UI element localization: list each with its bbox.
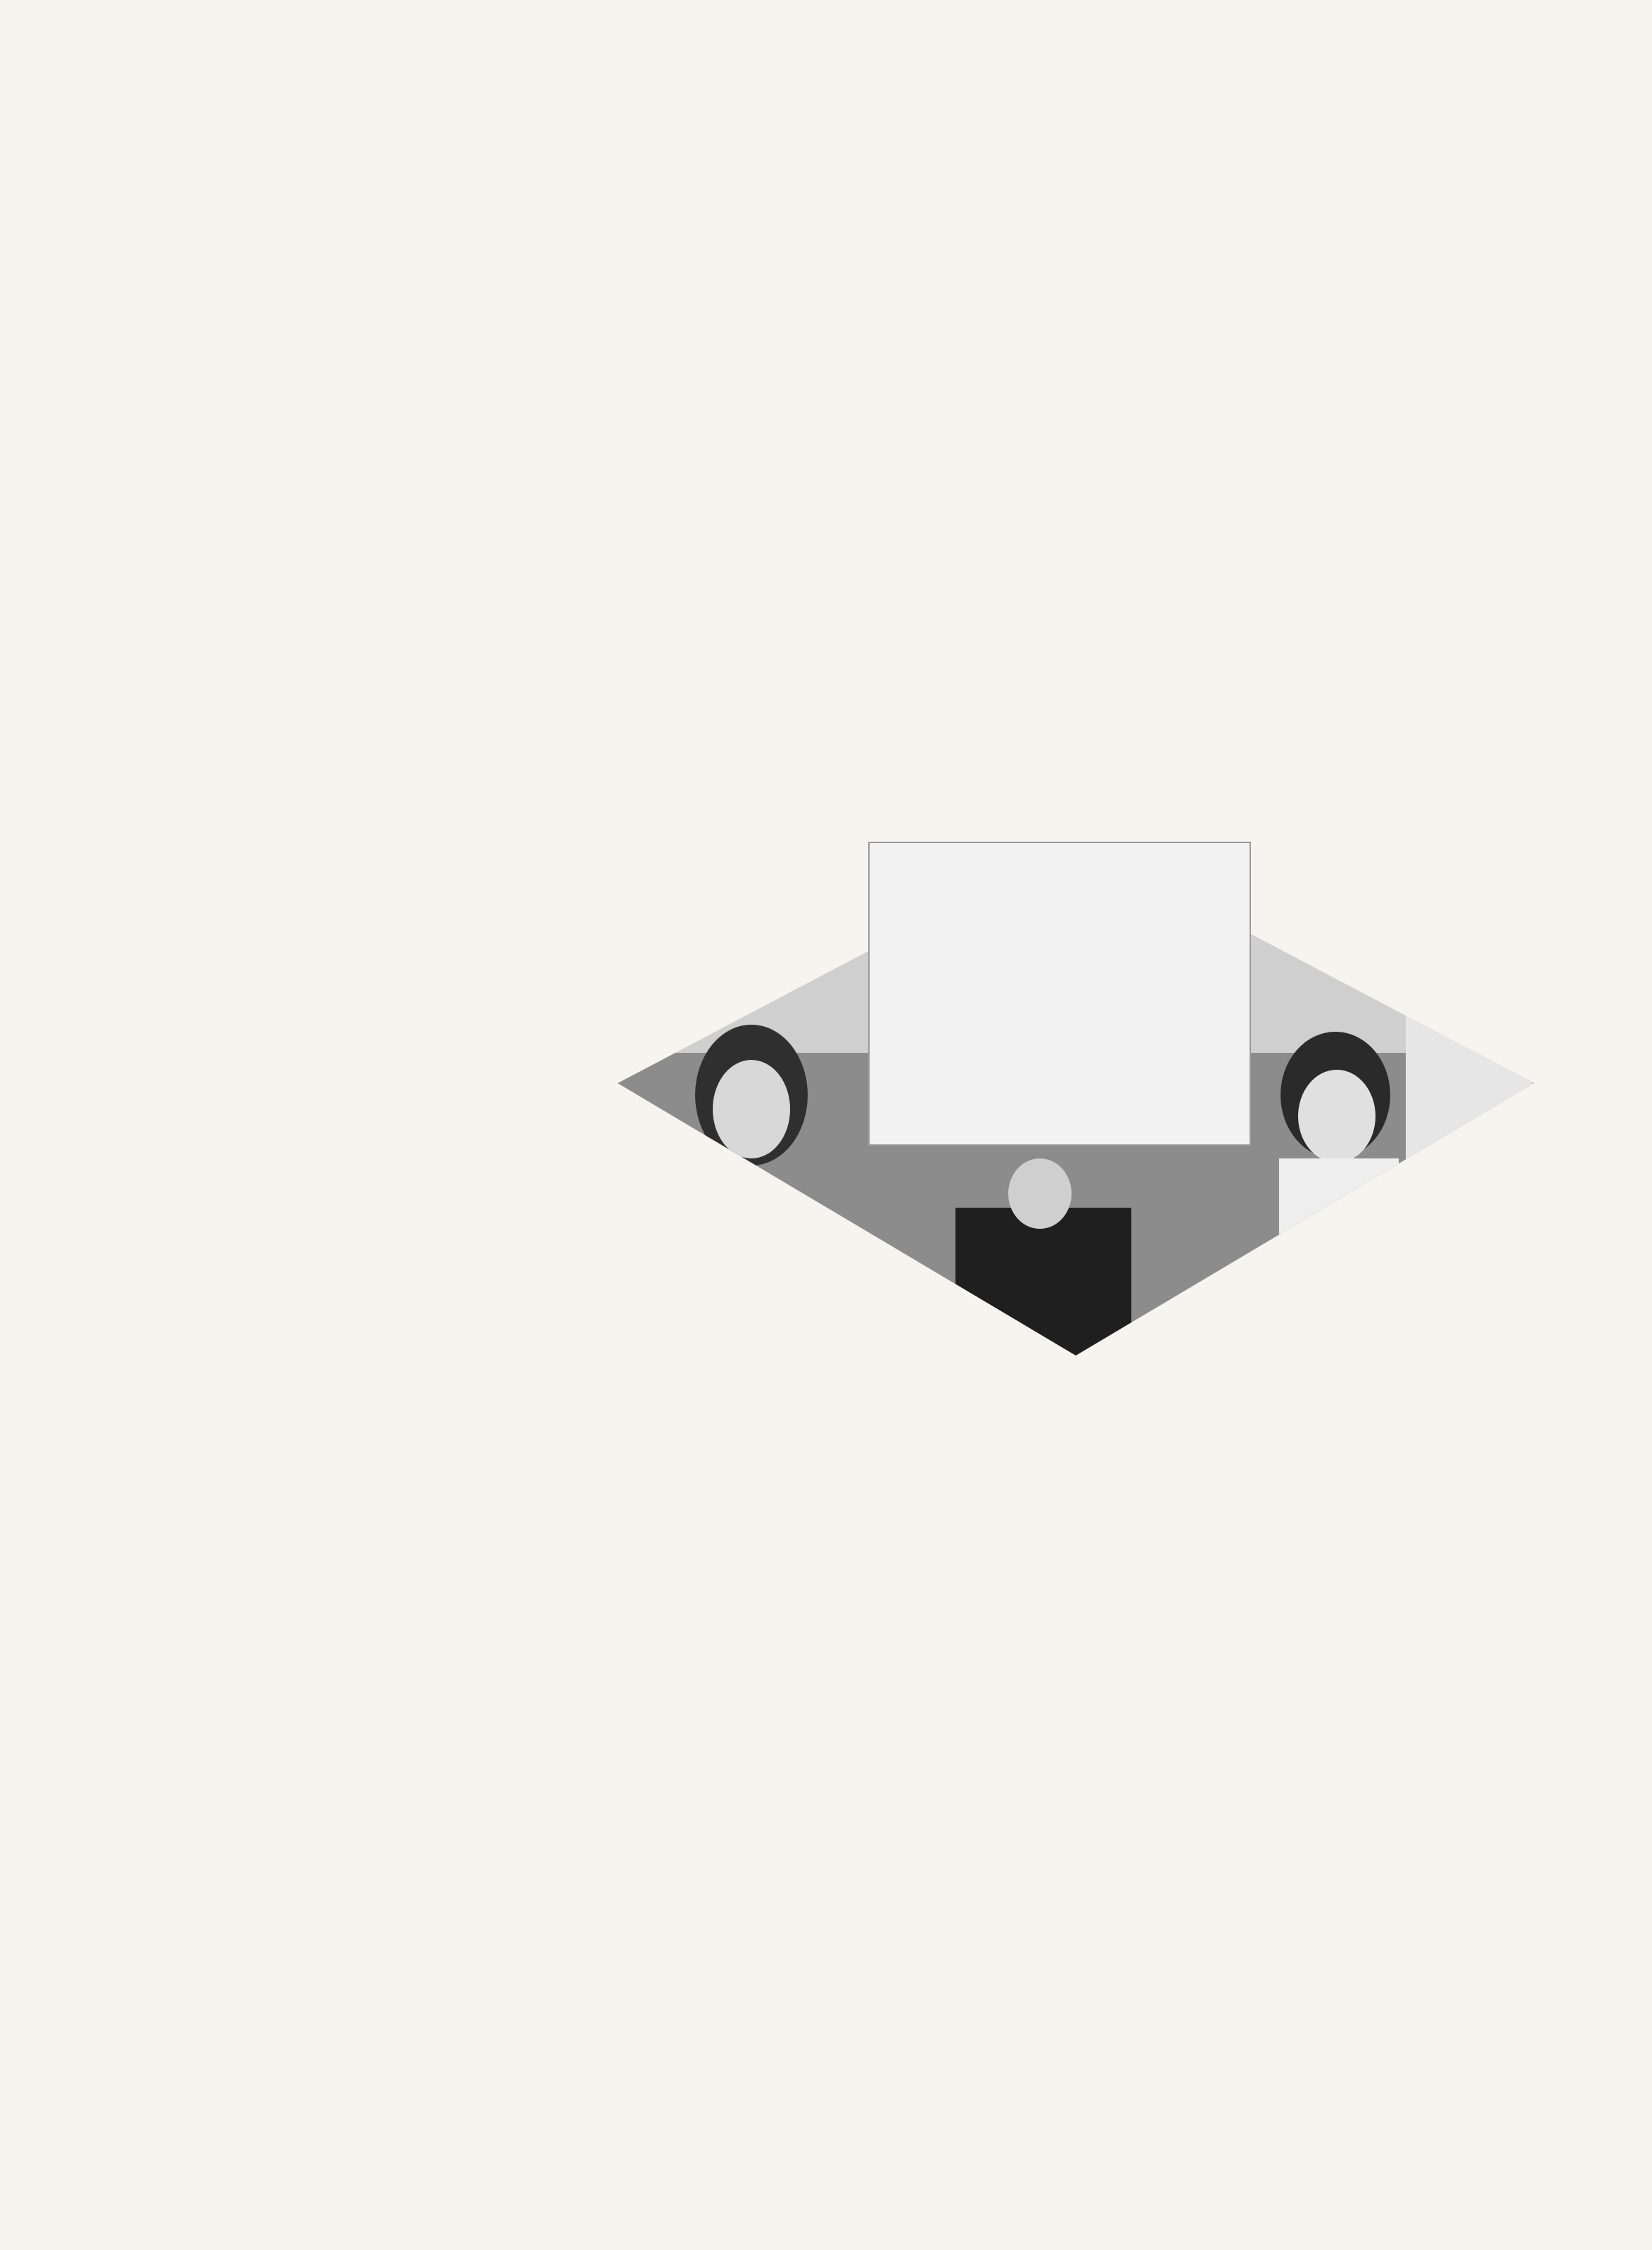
parade-photo [618,842,1534,1355]
parade-sign [868,842,1251,1146]
